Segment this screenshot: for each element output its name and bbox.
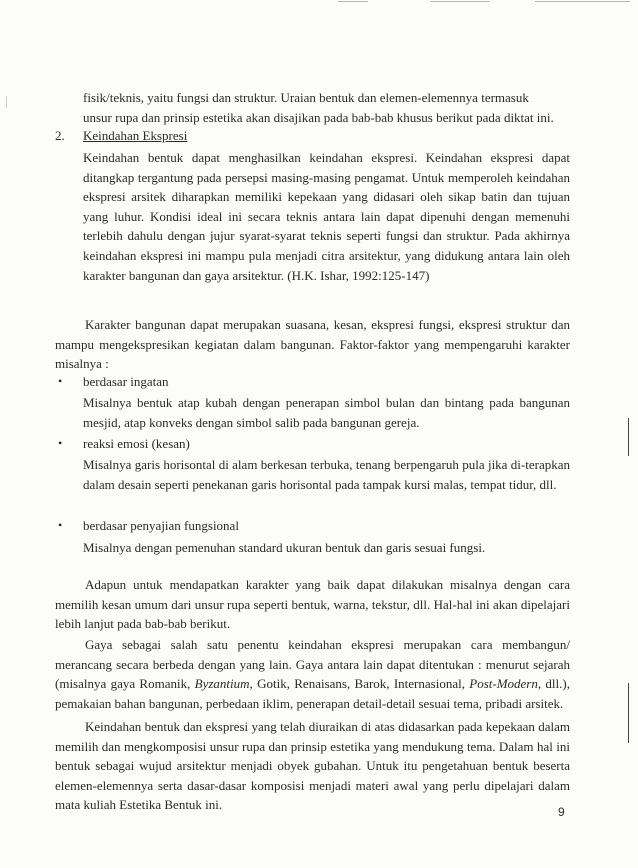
gaya-text: , dll.), pemakaian bahan bangunan, perbedaan iklim, penerapan detail-detail sesuai tema, pribadi arsitek.	[55, 676, 570, 711]
gaya-text: Gaya sebagai salah satu penentu keindahan ekspresi merupakan cara membangun/ merancang secara berbeda dengan yang lain. Gaya antara lain dapat ditentukan : menurut sejarah (misalnya gaya Romanik,	[55, 637, 570, 692]
section-heading: Keindahan Ekspresi	[83, 128, 188, 143]
bullet-title: berdasar penyajian fungsional	[83, 518, 239, 533]
gaya-italic-term: Post-Modern	[469, 676, 538, 692]
bullet-text: Misalnya bentuk atap kubah dengan penerapan simbol bulan dan bintang pada bangunan mesjid, atap konveks dengan simbol salib pada bangunan gereja.	[83, 395, 570, 430]
bullet-title: berdasar ingatan	[83, 374, 169, 389]
gaya-paragraph	[55, 635, 570, 713]
page-number: 9	[558, 805, 565, 819]
bullet-icon: •	[58, 374, 63, 388]
section-paragraph: Keindahan bentuk dapat menghasilkan keindahan ekspresi. Keindahan ekspresi dapat ditangkap tergantung pada persepsi masing-masing pengamat. Untuk memperoleh keindahan ekspresi arsitek diharapkan memiliki kepekaan yang didasari oleh sikap batin dan tujuan yang luhur. Kondisi ideal ini secara teknis antara lain dapat dipenuhi dengan memenuhi terlebih dahulu dengan jujur syarat-syarat teknis seperti fungsi dan struktur. Pada akhirnya keindahan ekspresi ini mampu pula menjadi citra arsitektur, yang didukung antara lain oleh karakter bangunan dan gaya arsitektur. (H.K. Ishar, 1992:125-147)	[83, 150, 570, 283]
bullet-icon: •	[58, 436, 63, 450]
bullet-text: Misalnya dengan pemenuhan standard ukuran bentuk dan garis sesuai fungsi.	[83, 540, 486, 555]
scan-edge-mark	[6, 96, 7, 108]
section-number: 2.	[55, 128, 65, 143]
scan-edge-line	[535, 1, 630, 2]
continuation-line-2: unsur rupa dan prinsip estetika akan disajikan pada bab-bab khusus berikut pada diktat ini.	[83, 110, 554, 125]
scan-edge-line	[338, 1, 368, 2]
gaya-text: , Gotik, Renaisans, Barok, Internasional,	[249, 676, 470, 692]
bullet-text: Misalnya garis horisontal di alam berkesan terbuka, tenang berpengaruh pula jika di-terapkan dalam desain seperti penekanan garis horisontal pada tampak kursi malas, tempat tidur, dll.	[83, 457, 570, 492]
bullet-title: reaksi emosi (kesan)	[83, 436, 190, 451]
karakter-paragraph: Karakter bangunan dapat merupakan suasana, kesan, ekspresi fungsi, ekspresi struktur dan mampu mengekspresikan kegiatan dalam bangunan. Faktor-faktor yang mempengaruhi karakter misalnya :	[55, 317, 570, 372]
scan-edge-mark	[628, 683, 629, 743]
adapun-paragraph: Adapun untuk mendapatkan karakter yang baik dapat dilakukan misalnya dengan cara memilih kesan umum dari unsur rupa seperti bentuk, warna, tekstur, dll. Hal-hal ini akan dipelajari lebih lanjut pada bab-bab berikut.	[55, 577, 570, 632]
scan-edge-mark	[628, 418, 629, 456]
keindahan-paragraph: Keindahan bentuk dan ekspresi yang telah diuraikan di atas didasarkan pada kepekaan dalam memilih dan mengkomposisi unsur rupa dan prinsip estetika yang mendukung tema. Dalam hal ini bentuk sebagai wujud arsitektur menjadi obyek gubahan. Untuk itu pengetahuan bentuk beserta elemen-elemennya serta dasar-dasar komposisi menjadi materi awal yang perlu dipelajari dalam mata kuliah Estetika Bentuk ini.	[55, 719, 570, 813]
bullet-icon: •	[58, 518, 63, 532]
scan-edge-line	[430, 1, 490, 2]
gaya-italic-term: Byzantium	[194, 676, 250, 692]
continuation-line-1: fisik/teknis, yaitu fungsi dan struktur. Uraian bentuk dan elemen-elemennya termasuk	[83, 90, 529, 105]
